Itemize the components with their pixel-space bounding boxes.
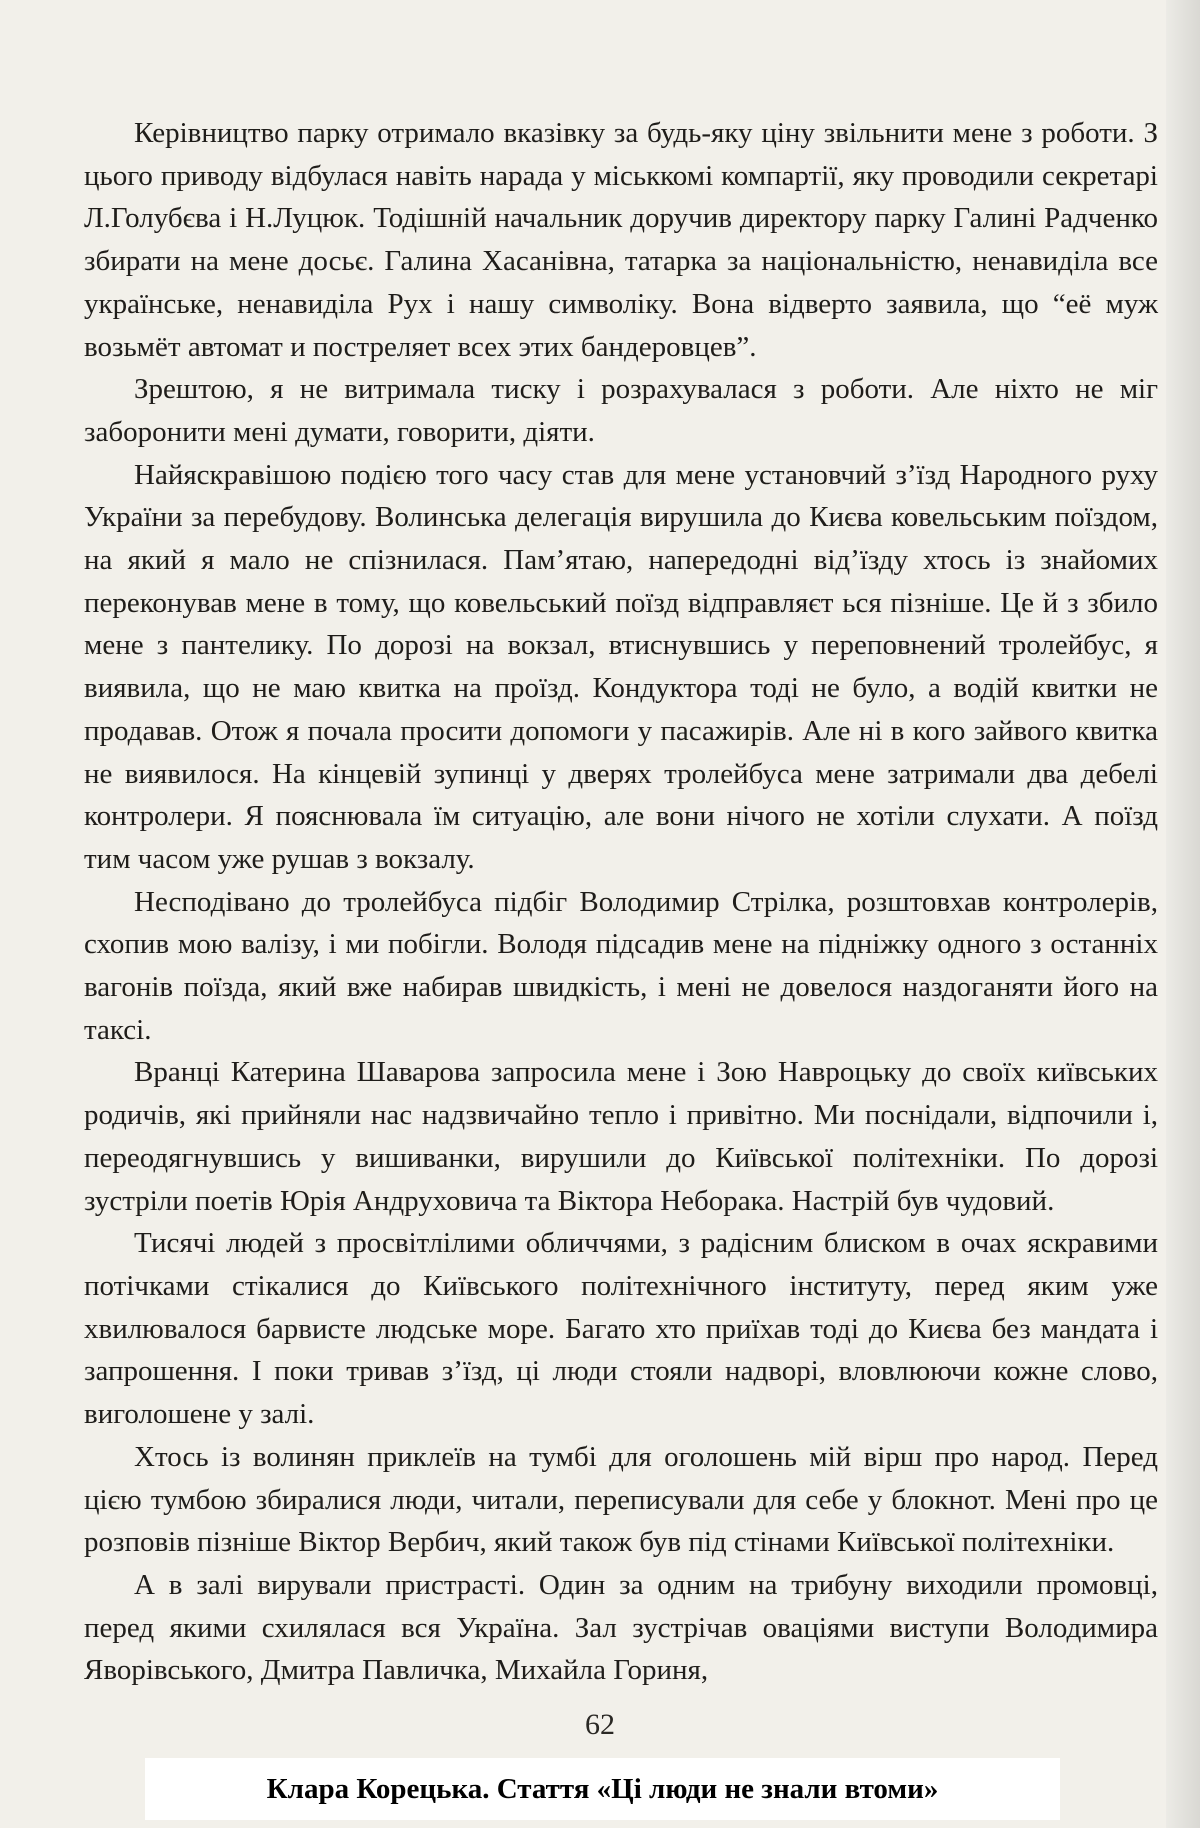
paragraph: Несподівано до тролейбуса підбіг Володимир Стрілка, розштовхав контролерів, схопив мою валізу, і ми побігли. Володя підсадив мене на підніжку одного з останніх вагонів поїзда, який вже набирав швидкість, і мені не довелося наздоганяти його на таксі. bbox=[84, 885, 1158, 1046]
paragraph: Зрештою, я не витримала тиску і розрахувалася з роботи. Але ніхто не міг заборонити мені думати, говорити, діяти. bbox=[84, 373, 1158, 448]
paragraph: Хтось із волинян приклеїв на тумбі для оголошень мій вірш про народ. Перед цією тумбою збиралися люди, читали, переписували для себе у блокнот. Мені про це розповів пізніше Віктор Вербич, який також був під стінами Київської політехніки. bbox=[84, 1440, 1158, 1559]
paragraph: Найяскравішою подією того часу став для мене установчий з’їзд Народного руху України за перебудову. Волинська делегація вирушила до Києва ковельським поїздом, на який я мало не спізнилася. Пам’ятаю, напередодні від’їзду хтось із знайомих переконував мене в тому, що ковельський поїзд відправляєт ься пізніше. Це й з збило мене з пантелику. По дорозі на вокзал, втиснувшись у переповнений тролейбус, я виявила, що не маю квитка на проїзд. Кондуктора тоді не було, а водій квитки не продавав. Отож я почала просити допомоги у пасажирів. Але ні в кого зайвого квитка не виявилося. На кінцевій зупинці у дверях тролейбуса мене затримали два дебелі контролери. Я пояснювала їм ситуацію, але вони нічого не хотіли слухати. А поїзд тим часом уже рушав з вокзалу. bbox=[84, 458, 1158, 875]
paragraph: Тисячі людей з просвітлілими обличчями, з радісним блиском в очах яскравими потічками стікалися до Київського політехнічного інституту, перед яким уже хвилювалося барвисте людське море. Багато хто приїхав тоді до Києва без мандата і запрошення. І поки тривав з’їзд, ці люди стояли надворі, вловлюючи кожне слово, виголошене у залі. bbox=[84, 1227, 1158, 1431]
caption-text: Клара Корецька. Стаття «Ці люди не знали втоми» bbox=[266, 1772, 939, 1805]
paragraph: Керівництво парку отримало вказівку за будь-яку ціну звільнити мене з роботи. З цього приводу відбулася навіть нарада у міськкомі компартії, яку проводили секретарі Л.Голубєва і Н.Луцюк. Тодішній начальник доручив директору парку Галині Радченко збирати на мене досьє. Галина Хасанівна, татарка за національністю, ненавиділа все українське, ненавиділа Рух і нашу символіку. Вона відверто заявила, що “её муж возьмёт автомат и постреляет всех этих бандеровцев”. bbox=[84, 117, 1158, 363]
page-edge-shadow bbox=[1166, 0, 1200, 1828]
paragraph: А в залі вирували пристрасті. Один за одним на трибуну виходили промовці, перед якими схилялася вся Україна. Зал зустрічав оваціями виступи Володимира Яворівського, Дмитра Павличка, Михайла Гориня, bbox=[84, 1568, 1158, 1687]
caption-box bbox=[145, 1758, 1060, 1820]
page-number: 62 bbox=[585, 1708, 615, 1741]
paragraph: Вранці Катерина Шаварова запросила мене і Зою Навроцьку до своїх київських родичів, які прийняли нас надзвичайно тепло і привітно. Ми поснідали, відпочили і, переодягнувшись у вишиванки, вирушили до Київської політехніки. По дорозі зустріли поетів Юрія Андруховича та Віктора Неборака. Настрій був чудовий. bbox=[84, 1056, 1158, 1217]
body-text bbox=[84, 112, 1158, 1692]
